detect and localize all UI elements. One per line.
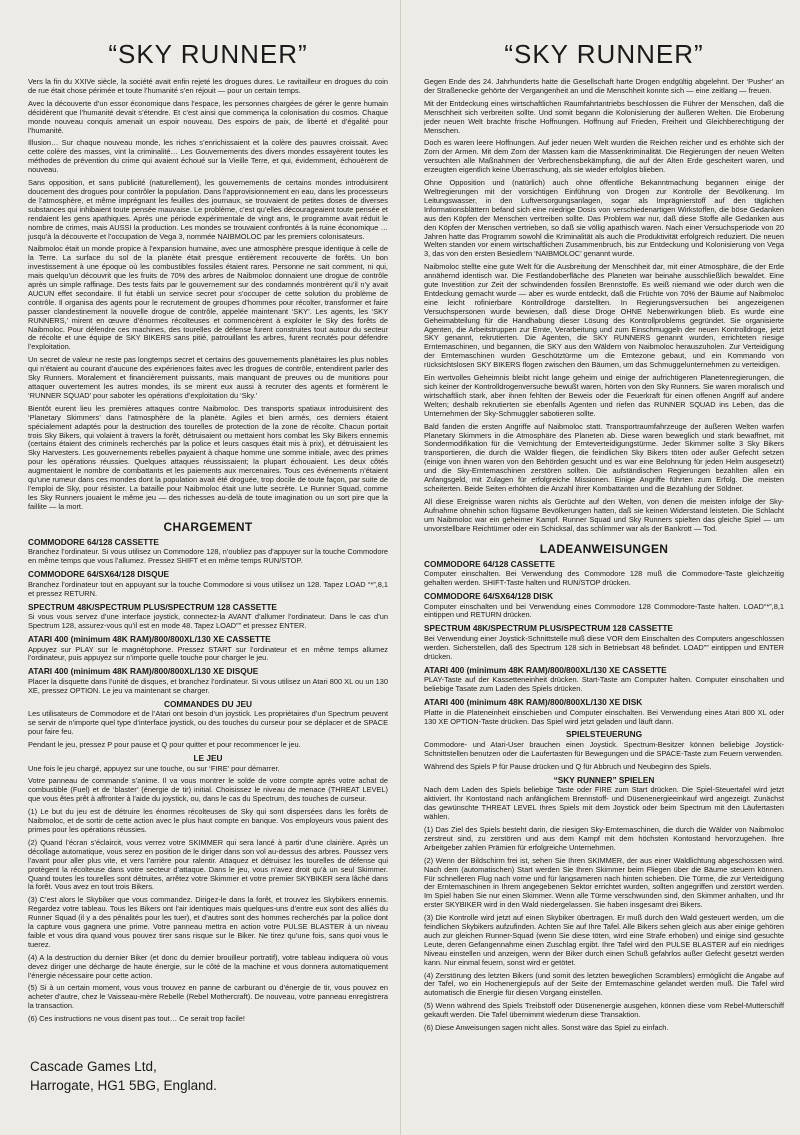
fr-platform-heading: COMMODORE 64/SX64/128 DISQUE xyxy=(28,569,170,580)
de-game-paragraph: Nach dem Laden des Spiels beliebige Taste oder FIRE zum Start drücken. Die Spiel-Steuertafel wird jetzt aktiviert. Ihr Kontostand nach anfänglichem Brennstoff- und Düsenenergieeinkauf wird angezeigt. Zunächst das gewünschte THREAT LEVEL Ihres Spiels mit dem Joystick oder beim Spectrum mit den Läufertasten wählen. xyxy=(424,785,784,822)
fr-intro-paragraph: Bientôt eurent lieu les premières attaques contre Naibmoloc. Des transports spatiaux introduisirent des ‘Planetary Skimmers’ dans l’atmosphère de la planète. Agiles et bien armés, ces derniers étaient spécialement adaptés pour la destruction des tourelles de protection de la zone de récolte. Chacun portait trois Sky Bikers, qui volaient à travers la forêt, détruisaient ou mettaient hors combat les Sky Bikers ennemis (certains étaient des criminels recherchés par la police et leurs casques était mis à prix), et détruisaient les Sky Harvesters. Les gouvernements rebelles payaient à chaque homme une somme initiale, avec des primes pour les opérations réussies. Quelques attaques réussissaient; la plupart échouaient. Les deux côtés augmentaient le nombre de combattants et les paiements aux mercenaires. Tous ces événements n’étaient qu’une rumeur dans ces mondes dont la population avait été droguée, trop docile de toute façon, par suite de l’emploi de Sky, pour résister. La bataille pour Naibmoloc était une lutte secrète. Le Runner Squad, comme les Sky Runners jouaient le même jeu — des richesses au-delà de toute imagination ou un sort pire que la faillite — la mort. xyxy=(28,403,388,511)
fr-game-paragraph: (6) Ces instructions ne vous disent pas tout… Ce serait trop facile! xyxy=(28,1014,245,1024)
fr-intro-paragraph: Vers la fin du XXIVe siècle, la société avait enfin rejeté les drogues dures. Le ravitailleur en drogues du coin de rue était chose périmée et toute l’humanité s’en réjouit — pour un certain temps. xyxy=(28,77,388,95)
fr-platform-text: Placer la disquette dans l’unité de disques, et branchez l’ordinateur. Si vous utilisez un Atari 800 XL ou un 130 XE, pressez OPTION. Le jeu va maintenant se charger. xyxy=(28,676,388,695)
de-intro-paragraph: Ohne Opposition und (natürlich) auch ohne öffentliche Bekanntmachung begannen einige der Weltregierungen mit der vorsichtigen Einführung von Drogen zur Kontrolle der Bevölkerung. Im Leitungswasser, in den Luftversorgungsanlagen, sogar als Imprägnierstoff auf den täglichen Informationsblättern befand sich eine niedrige Dosis von verschiedenartigen Wirkstoffen, die böse Gedanken aus den Köpfen der Menschen vertreiben sollte. Das Problem war nur, daß diese Stoffe alle Gedanken aus den Köpfen der Menschen vertrieben, so daß sie völlig apathisch waren. Nach einer Versuchsperiode von 20 Jahren hatte das Programm sowohl die Kriminalität als auch die Produktivität erfolgreich reduziert. Die neuen Welten standen vor einem wirtschaftlichen Zusammenbruch, bis zur Entdeckung und Kolonisierung von Vega 3, das von den ersten Besiedlern ‘NAIBMOLOC’ genannt wurde. xyxy=(424,178,784,259)
de-intro-paragraph: Mit der Entdeckung eines wirtschaftlichen Raumfahrtantriebs beschlossen die Führer der Menschen, daß die Menschheit sich verbreiten sollte. Und somit begann die Kolonisierung der äußeren Welten. Die Eroberung jeder neuen Welt brachte frische Hoffnungen. Hoffnung auf Frieden, Freiheit und Gleichberechtigung der Menschen. xyxy=(424,98,784,135)
fr-game-paragraph: (3) C’est alors le Skybiker que vous commandez. Dirigez-le dans la forêt, et trouvez les Skybikers ennemis. Regardez votre tableau. Tous les Bikers ont l’air identiques mais quelques-uns d’entre eux sont des alliés du Runner Squad (il y a des pénalités pour les tuer), et d’autres sont des hommes recherchés par la police dont la capture vous gagnera une prime. Votre panneau mettra en action votre PULSE BLASTER à un niveau faible et vous dira quand vous pouvez tirer sans risque sur le Biker. Ne tirez qu’une fois, sans quoi vous le tuerez. xyxy=(28,895,388,949)
de-platform-text: Computer einschalten. Bei Verwendung des Commodore 128 muß die Commodore-Taste gleichzeitig gehalten werden. SHIFT-Taste halten und RUN/STOP drücken. xyxy=(424,569,784,587)
fr-controls-text: Les utilisateurs de Commodore et de l’Atari ont besoin d’un joystick. Les propriétaires d’un Spectrum peuvent se servir de n’importe quel type d’interface joystick, ou des touches du curseur pour se déplacer et de SPACE pour faire feu. xyxy=(28,709,388,737)
fr-intro-paragraph: Naibmoloc était un monde propice à l’expansion humaine, avec une atmosphère presque identique à celle de la Terre. La surface du sol de la planète était presque entièrement recouverte de forêts. Un bon investissement à une époque où les combustibles fossiles étaient rares. Personne ne sait comment, ni qui, mais quelqu’un découvrit que les fruits de 70% des arbres de Naibmoloc donnaient une drogue de contrôle après un simple raffinage. Des tests faits par le gouvernement sur des condamnés montrèrent qu’il n’y avait AUCUN effet secondaire. Il fut établi un service secret pour s’occuper de cette solution du problème de contrôle. Il organisa des agents pour le recrutement de groupes d’hommes pour récolter, transformer et faire passer clandestinement la nouvelle drogue de contrôle, appelée maintenant ‘SKY’. Les agents, les ‘SKY RUNNERS,’ mirent en œuvre d’énormes récolteuses et commencèrent à exploiter le Sky des forêts de Naibmoloc. Pour défendre ces machines, des tourelles de défense furent construites tout autour du secteur de récolte et une équipe de SKY BIKERS sans pitié, patrouillant les arbres, furent recrutés pour défendre l’exploitation. xyxy=(28,244,388,352)
fr-loading-heading: CHARGEMENT xyxy=(163,519,253,534)
de-platform-heading: COMMODORE 64/SX64/128 DISK xyxy=(424,590,554,601)
fr-intro-paragraph: Sans opposition, et sans publicité (naturellement), les gouvernements de certains mondes introduisirent doucement des drogues pour contrôler la population. Dans l’approvisionnement en eau, dans les processeurs de l’atmosphère, et même imprégnant les feuilles des journaux, se trouvaient de petites doses de diverses substances qui inhibaient toute pensée mauvaise. Le problème, c’est qu’elles décourageaient toute pensée et rendaient les gens apathiques. Après une période expérimentale de vingt ans, le programme avait réduit le nombre de crimes, mais AUSSI la production. Les mondes se trouvaient confrontés à la ruine économique … jusqu’à la découverte et l’occupation de Vega 3, nommée NAIBMOLOC par les premiers colonisateurs. xyxy=(28,178,388,241)
de-game-paragraph: (1) Das Ziel des Spiels besteht darin, die riesigen Sky-Erntemaschinen, die durch die Wälder von Naibmoloc zerstreut sind, zu zerstören und aus dem Kampf mit dem höchsten Kontostand hervorzugehen. Ihre Arbeitgeber zahlen Prämien für erfolgreiche Unternehmen. xyxy=(424,824,784,852)
fr-game-paragraph: Une fois le jeu chargé, appuyez sur une touche, ou sur ‘FIRE’ pour démarrer. xyxy=(28,763,280,773)
de-intro-paragraph: Ein wertvolles Geheimnis bleibt nicht lange geheim und einige der aufrichtigeren Planetenregierungen, die sich keiner der Kontrolldrogenversuche bewußt waren, hörten von den Sky Runners. Sie waren moralisch und wirtschaftlich stark, aber ihnen fehlten der Beweis oder die Feuerkraft für einen offenen Angriff auf andere Welten; deshalb rekrutierten sie ebenfalls Agenten und riefen das RUNNER SQUAD ins Leben, das die Unternehmen der Sky-Schmuggler sabotieren sollte. xyxy=(424,373,784,418)
de-platform-heading: SPECTRUM 48K/SPECTRUM PLUS/SPECTRUM 128 CASSETTE xyxy=(424,623,673,634)
fr-platform-heading: ATARI 400 (minimum 48K RAM)/800/800XL/130 XE CASSETTE xyxy=(28,633,271,644)
fr-platform-heading: COMMODORE 64/128 CASSETTE xyxy=(28,536,159,547)
german-title: “SKY RUNNER” xyxy=(504,39,704,69)
de-game-paragraph: (2) Wenn der Bildschirm frei ist, sehen Sie Ihren SKIMMER, der aus einer Waldlichtung abgeschossen wird. Nach dem (automatischen) Start werden Sie Ihren Skimmer beim Fliegen über die Bäume steuern können. Für schnelleren Flug nach vorne und für langsameren nach hinten schieben. Die Türme, die zur Verteidigung der Erntemaschinen in Ihrem angegebenen Sektor errichtet wurden, sollten angegriffen und zerstört werden. Im Spiel haben Sie nur einen Skimmer. Wenn alle Türme verschwunden sind, den Skimmer anhalten, und Ihr erster SKYBIKER wird in den Wald niedergelassen. Sie haben insgesamt drei Bikers. xyxy=(424,855,784,910)
fr-game-paragraph: (5) Si à un certain moment, vous vous trouvez en panne de carburant ou d’énergie de tir, vous pouvez en acheter d’autre, chez le Vaisseau-mère Rebelle (Rebel Mothercraft). De nouveau, votre panneau enregistrera la transaction. xyxy=(28,983,388,1011)
fr-platform-text: Branchez l’ordinateur. Si vous utilisez un Commodore 128, n’oubliez pas d’appuyer sur la touche Commodore en même temps que vous l’allumez. Pressez SHIFT et en même temps RUN/STOP. xyxy=(28,547,388,566)
fr-platform-text: Appuyez sur PLAY sur le magnétophone. Pressez START sur l’ordinateur et en même temps allumez l’ordinateur, puis appuyez sur n’importe quelle touche pour charger le jeu. xyxy=(28,644,388,663)
fr-intro-paragraph: Illusion… Sur chaque nouveau monde, les riches s’enrichissaient et la colère des pauvres croissait. Avec cette colère des masses, vint la criminalité… Les Gouvernements des divers mondes essayèrent toutes les méthodes de prévention du crime qui avaient échoué sur la Vieille Terre, et qui, évidemment, échouèrent de nouveau. xyxy=(28,138,388,175)
de-intro-paragraph: Gegen Ende des 24. Jahrhunderts hatte die Gesellschaft harte Drogen endgültig abgelehnt. Der ‘Pusher’ an der Straßenecke gehörte der Vergangenheit an und die Menschheit konnte sich — eine zeitlang — freuen. xyxy=(424,77,784,95)
publisher-address xyxy=(30,1057,370,1095)
de-loading-heading: LADEANWEISUNGEN xyxy=(539,541,669,556)
de-platform-text: Bei Verwendung einer Joystick-Schnittstelle muß diese VOR dem Einschalten des Computers angeschlossen werden. Sicherstellen, daß des Spectrum 128 sich in Betriebsart 48 befindet. LOAD”” eintippen und ENTER drücken. xyxy=(424,633,784,661)
de-intro-paragraph: Bald fanden die ersten Angriffe auf Naibmoloc statt. Transportraumfahrzeuge der äußeren Welten warfen Planetary Skimmers in die Atmosphäre des Planeten ab. Diese waren beweglich und stark bewaffnet, mit Sondermodifikation für die Vernichtung der Ernteverteidigungstürme. Jeder Skimmer sollte 3 Sky Bikers transportieren, die durch die Wälder fliegen, die feindlichen Sky Bikers töten oder außer Gefecht setzen (einige von ihnen waren von den Behörden gesucht und es war eine Belohnung für jeden Helm ausgesetzt) und die Sky-Erntemaschinen zerstören sollten. Die aufständischen Regierungen bezahlten allen ein Anfangsgeld, mit Zulagen für erfolgreiche Missionen. Einige Angriffe führten zum Erfolg. Die meisten scheiterten. Beide Seiten erhöhten die Anzahl ihrer Kombattanten und die Bezahlung der Söldner. xyxy=(424,421,784,493)
page-fold xyxy=(400,0,401,1135)
de-platform-heading: COMMODORE 64/128 CASSETTE xyxy=(424,558,555,569)
de-controls-text: Während des Spiels P für Pause drücken und Q für Abbruch und Neubeginn des Spiels. xyxy=(424,761,712,771)
de-intro-paragraph: Naibmoloc stellte eine gute Welt für die Ausbreitung der Menschheit dar, mit einer Atmosphäre, die der Erde annähernd identisch war. Die Festlandoberfläche des Planeten war beinahe ausschließlich bewaldet. Eine gute Investition zur Zeit der schwindenden fossilen Brennstoffe. Es weiß niemand wie oder durch wen die Entdeckung gemacht wurde — aber es wurde entdeckt, daß die Früchte von 70% der Bäume auf Naibmoloc eine leicht rofinierbare Kontrolldroge darstellten. In Regierungsversuchen bei angezeigenen Versuchspersonen wurde bewiesen, daß diese Droge OHNE Nebenwirkungen blieb. Es wurde eine Geheimabteilung für die Handhabung dieser Lösung des Kontrollproblems gegründet. Sie organisierte Agenten, die Arbeitstruppen zur Ernte, Verarbeitung und zum Einschmuggeln der neuen Kontrolldroge, jetzt SKY genannt, rekrutierten. Die Agenten, die SKY RUNNERS genannt wurden, errichteten riesige Erntemaschinen, und begannen, die SKY aus den Wäldern von Naibmoloc herauszuholen. Zur Verteidigung der Erntemaschinen wurden Geschütztürme um die Erntezone gebaut, und ein Kommando von rücksichtslosen SKY BIKERS flogen zwischen den Bäumen, um das Schmuggelunternehmen zu verteidigen. xyxy=(424,262,784,370)
de-game-paragraph: (4) Zerstörung des letzten Bikers (und somit des letzten beweglichen Scramblers) ermöglicht die Angabe auf der Tafel, wo ein Hochenergiepuls auf der Seite der Erntemaschine gelandet werden muß. Die Tafel wird automatisch die Energie für diesen Vorgang einstellen. xyxy=(424,970,784,998)
de-game-paragraph: (6) Diese Anweisungen sagen nicht alles. Sonst wäre das Spiel zu einfach. xyxy=(424,1023,669,1033)
fr-platform-heading: SPECTRUM 48K/SPECTRUM PLUS/SPECTRUM 128 CASSETTE xyxy=(28,601,277,612)
fr-game-paragraph: (4) A la destruction du dernier Biker (et donc du dernier brouilleur portratif), votre tableau indiquera où vous devez diriger une décharge de haute énergie, sur le côté de la machine et vous donnera automatiquement l’énergie nécessaire pour cette action. xyxy=(28,952,388,980)
french-column xyxy=(28,40,388,1028)
de-platform-text: PLAY-Taste auf der Kassetteneinheit drücken. Start-Taste am Computer halten. Computer einschalten und beliebige Tasate zum Laden des Spiels drücken. xyxy=(424,675,784,694)
address-line-location: Harrogate, HG1 5BG, England. xyxy=(30,1078,217,1093)
de-platform-heading: ATARI 400 (minimum 48K RAM)/800/800XL/130 XE CASSETTE xyxy=(424,664,667,675)
fr-intro-paragraph: Un secret de valeur ne reste pas longtemps secret et certains des gouvernements planétaires les plus nobles qui n’étaient au courant d’aucune des expériences faites avec les drogues de contrôle, entendirent parler des Sky Runners. Moralement et financièrement puissants, mais manquant de preuves ou de munitions pour attaquer ouvertement les autres mondes, ils se mirent eux aussi à recruter des agents et formèrent le ‘RUNNER SQUAD’ pour saboter les opérations d’exploitation du ‘Sky.’ xyxy=(28,355,388,400)
de-platform-heading: ATARI 400 (minimum 48K RAM)/800/800XL/130 XE DISK xyxy=(424,697,643,708)
french-title: “SKY RUNNER” xyxy=(108,39,308,69)
fr-game-heading: LE JEU xyxy=(193,752,223,763)
fr-platform-heading: ATARI 400 (minimum 48K RAM)/800/800XL/130 XE DISQUE xyxy=(28,666,259,677)
de-game-paragraph: (3) Die Kontrolle wird jetzt auf einen Skybiker übertragen. Er muß durch den Wald gesteuert werden, um die feindlichen Skybikers aufzufinden. Achten Sie auf Ihre Tafel. Alle Bikers sehen gleich aus aber einige gehören auch zur gleichen Runner-Squad (wenn Sie diese töten, wird eine Strafe erhoben) und einige sind gesuchte Leute, deren Gefangennahme einen Zuschlag ergibt. Ihre Tafel wird den PULSE BLASTER auf ein niedriges Niveau einstellen und anzeigen, wenn der Biker durch einen Schuß gefahrlos außer Gefecht gesetzt werden kann. Nur einmal feuern, sonst wird er getötet. xyxy=(424,913,784,967)
de-intro-paragraph: Doch es waren leere Hoffnungen. Auf jeder neuen Welt wurden die Reichen reicher und es erhöhte sich der Zorn der Armen. Mit dem Zorn der Massen kam die Massenkriminalität. Die Regierungen der neuen Welten versuchten alle Maßnahmen der Verbrechensbekämpfung, die auf der Alten Erde gescheitert waren, und erzeugten eigentlich keine Überraschung, als sie wieder erfolglos blieben. xyxy=(424,138,784,175)
fr-game-paragraph: (1) Le but du jeu est de détruire les énormes récolteuses de Sky qui sont dispersées dans les forêts de Naibmoloc, et de sortir de cette action avec le plus haut compte en banque. Vos employeurs vous paient des primes pour les opérations réussies. xyxy=(28,807,388,834)
de-controls-heading: SPIELSTEUERUNG xyxy=(565,729,643,740)
fr-game-paragraph: Votre panneau de commande s’anime. Il va vous montrer le solde de votre compte après votre achat de combustible (Fuel) et de ‘blaster’ (énergie de tir) initial. Choisissez le niveau de menace (THREAT LEVEL) que vous êtes prêt à affronter à l’aide du joystick, ou, dans le cas du Spectrum, des touches de curseur. xyxy=(28,776,388,804)
fr-controls-heading: COMMANDES DU JEU xyxy=(163,698,253,709)
fr-platform-text: Branchez l’ordinateur tout en appuyant sur la touche Commodore si vous utilisez un 128. Tapez LOAD “*”,8,1 et pressez RETURN. xyxy=(28,579,388,598)
de-intro-paragraph: All diese Ereignisse waren nichts als Gerüchte auf den Welten, von denen die meisten infolge der Sky-Aufnahme ohnehin schon fügsame Bevölkerungen hatten, daß sie keinen Widerstand leisteten. Die Schlacht um Naibmoloc war ein geheimer Kampf. Runner Squad und Sky Runners spielten das gleiche Spiel — um unvorstellbare Reichtümer oder ein Schicksal, das schlimmer war als der Bankrott — Tod. xyxy=(424,496,784,533)
de-game-heading: “SKY RUNNER” SPIELEN xyxy=(553,774,655,785)
address-line-company: Cascade Games Ltd, xyxy=(30,1059,157,1074)
fr-controls-text: Pendant le jeu, pressez P pour pause et Q pour quitter et pour recommencer le jeu. xyxy=(28,740,301,750)
de-platform-text: Computer einschalten und bei Verwendung eines Commodore 128 Commodore-Taste halten. LOAD“*”,8,1 eintippen und RETURN drücken. xyxy=(424,601,784,620)
fr-game-paragraph: (2) Quand l’écran s’éclaircit, vous verrez votre SKIMMER qui sera lancé à partir d’une clairière. Après un décollage automatique, vous serez en position de le diriger dans son vol au-dessus des arbres. Poussez vers l’avant pour aller plus vite, et vers l’arrière pour ralentir. Attaquez et détruisez les tourelles de défense qui protègent la récolteuse dans votre secteur d’attaque. Dans le jeu, vous n’avez droit qu’à un seul Skimmer. Quand toutes les tourelles sont détruites, arrêtez votre Skimmer et votre premier SKYBIKER sera lâché dans la forêt. Vous avez en tout trois Bikers. xyxy=(28,837,388,892)
german-column xyxy=(424,40,784,1037)
de-game-paragraph: (5) Wenn während des Spiels Treibstoff oder Düsenenergie ausgehen, können diese vom Rebel-Mutterschiff gekauft werden. Die Tafel übernimmt wiederum diese Transaktion. xyxy=(424,1001,784,1020)
fr-platform-text: Si vous vous servez d’une interface joystick, connectez-la AVANT d’allumer l’ordinateur. Dans le cas d’un Spectrum 128, assurez-vous qu’il est en mode 48. Tapez LOAD”” et pressez ENTER. xyxy=(28,612,388,630)
de-controls-text: Commodore- und Atari-User brauchen einen Joystick. Spectrum-Besitzer können beliebige Joystick-Schnittstellen benutzen oder die Laufertasten für Bewegungen und die SPACE-Taste zum Feuern verwenden. xyxy=(424,740,784,758)
de-platform-text: Platte in die Plateneinheit einschieben und Computer einschalten. Bei Verwendung eines Atari 800 XL oder 130 XE OPTION-Taste drücken. Das Spiel wird jetzt geladen und läuft dann. xyxy=(424,707,784,726)
fr-intro-paragraph: Avec la découverte d’un essor économique dans l’espace, les personnes chargées de gérer le genre humain décidèrent que l’humanité devait s’étendre. Et c’est ainsi que commença la colonisation du cosmos. Chaque monde nouveau conquis amenait un espoir nouveau. Des espoirs de paix, de liberté et d’égalité pour l’humanité. xyxy=(28,98,388,135)
